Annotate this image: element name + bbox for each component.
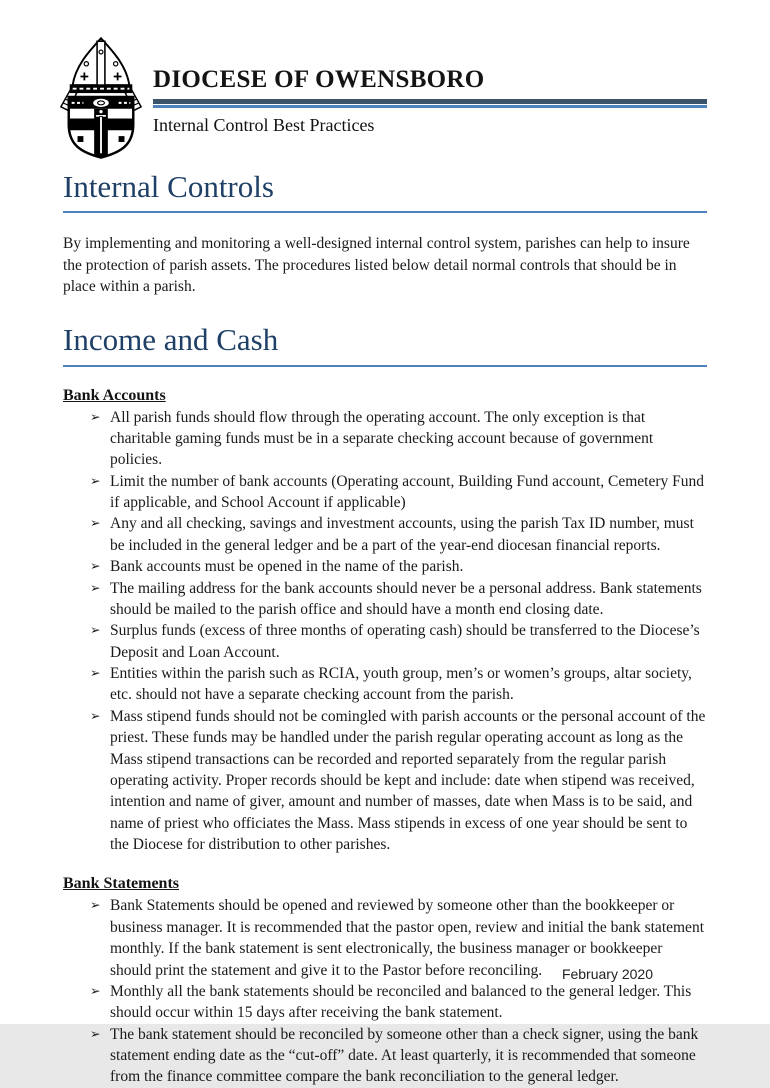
- section-heading-income-and-cash: Income and Cash: [63, 322, 279, 358]
- subsection-heading-bank-statements: Bank Statements: [63, 875, 180, 893]
- bullet-text: Limit the number of bank accounts (Operating account, Building Fund account, Cemetery Fund if applicable, and School Account if applicable): [110, 472, 705, 511]
- list-item: [90, 706, 707, 856]
- bullet-text: Bank Statements should be opened and reviewed by someone other than the bookkeeper or business manager. It is recommended that the pastor open, review and initial the bank statement monthly. If the bank statement is sent electronically, the business manager or bookkeeper should print the statement and give it to the Pastor before reconciling.: [110, 897, 704, 979]
- header-text-block: [145, 36, 707, 136]
- list-item: [90, 471, 707, 514]
- list-item: [90, 663, 707, 706]
- bank-statements-list: [90, 895, 707, 1087]
- header-subtitle: Internal Control Best Practices: [153, 114, 375, 135]
- arrow-bullet-icon: ➢: [90, 515, 101, 531]
- list-item: [90, 556, 707, 577]
- subsection-heading-bank-accounts: Bank Accounts: [63, 386, 166, 404]
- bullet-text: The mailing address for the bank accounts should never be a personal address. Bank statements should be mailed to the parish office and should have a month end closing date.: [110, 579, 702, 618]
- page-title-rule: [63, 211, 707, 213]
- list-item: [90, 513, 707, 556]
- arrow-bullet-icon: ➢: [90, 408, 101, 424]
- bullet-text: Mass stipend funds should not be comingled with parish accounts or the personal account of the priest. These funds may be handled under the parish regular operating account as long as the Mass stipend transactions can be recorded and reported separately from the regular parish operating activity. Proper records should be kept and include: date when stipend was received, intention and name of giver, amount and number of masses, date when Mass is to be said, and name of priest who officiates the Mass. Mass stipends in excess of one year should be sent to the Diocese for distribution to other parishes.: [110, 707, 706, 853]
- list-item: [90, 407, 707, 471]
- bullet-text: Bank accounts must be opened in the name of the parish.: [110, 558, 464, 576]
- list-item: [90, 981, 707, 1024]
- bullet-text: Monthly all the bank statements should be reconciled and balanced to the general ledger. This should occur within 15 days after receiving the bank statement.: [110, 982, 692, 1022]
- footer-date: February 2020: [561, 966, 653, 982]
- bullet-text: Any and all checking, savings and investment accounts, using the parish Tax ID number, must be included in the general ledger and be a part of the year-end diocesan financial reports.: [110, 515, 694, 554]
- org-name: DIOCESE OF OWENSBORO: [153, 66, 485, 93]
- page-title: Internal Controls: [63, 169, 274, 204]
- arrow-bullet-icon: ➢: [90, 982, 101, 998]
- header-rule-light: [153, 105, 707, 108]
- bank-accounts-list: [90, 407, 707, 856]
- bullet-text: All parish funds should flow through the operating account. The only exception is that charitable gaming funds must be in a separate checking account because of government policies.: [110, 408, 654, 469]
- arrow-bullet-icon: ➢: [90, 579, 101, 595]
- arrow-bullet-icon: ➢: [90, 472, 101, 488]
- arrow-bullet-icon: ➢: [90, 622, 101, 638]
- header: [63, 36, 707, 158]
- bullet-text: Surplus funds (excess of three months of operating cash) should be transferred to the Diocese’s Deposit and Loan Account.: [110, 622, 700, 661]
- bullet-text: The bank statement should be reconciled by someone other than a check signer, using the bank statement ending date as the “cut-off” date. At least quarterly, it is recommended that someone from the finance committee compare the bank reconciliation to the general ledger.: [110, 1025, 699, 1086]
- header-rule-dark: [153, 99, 707, 104]
- bullet-text: Entities within the parish such as RCIA, youth group, men’s or women’s groups, altar society, etc. should not have a separate checking account from the parish.: [110, 665, 692, 704]
- diocese-coat-of-arms-icon: [57, 36, 145, 158]
- arrow-bullet-icon: ➢: [90, 1025, 101, 1041]
- list-item: [90, 578, 707, 621]
- arrow-bullet-icon: ➢: [90, 558, 101, 574]
- intro-paragraph: By implementing and monitoring a well-designed internal control system, parishes can help to insure the protection of parish assets. The procedures listed below detail normal controls that should be in place within a parish.: [63, 235, 690, 295]
- list-item: [90, 1024, 707, 1088]
- arrow-bullet-icon: ➢: [90, 897, 101, 913]
- arrow-bullet-icon: ➢: [90, 707, 101, 723]
- arrow-bullet-icon: ➢: [90, 665, 101, 680]
- section-heading-rule: [63, 365, 707, 367]
- list-item: [90, 620, 707, 663]
